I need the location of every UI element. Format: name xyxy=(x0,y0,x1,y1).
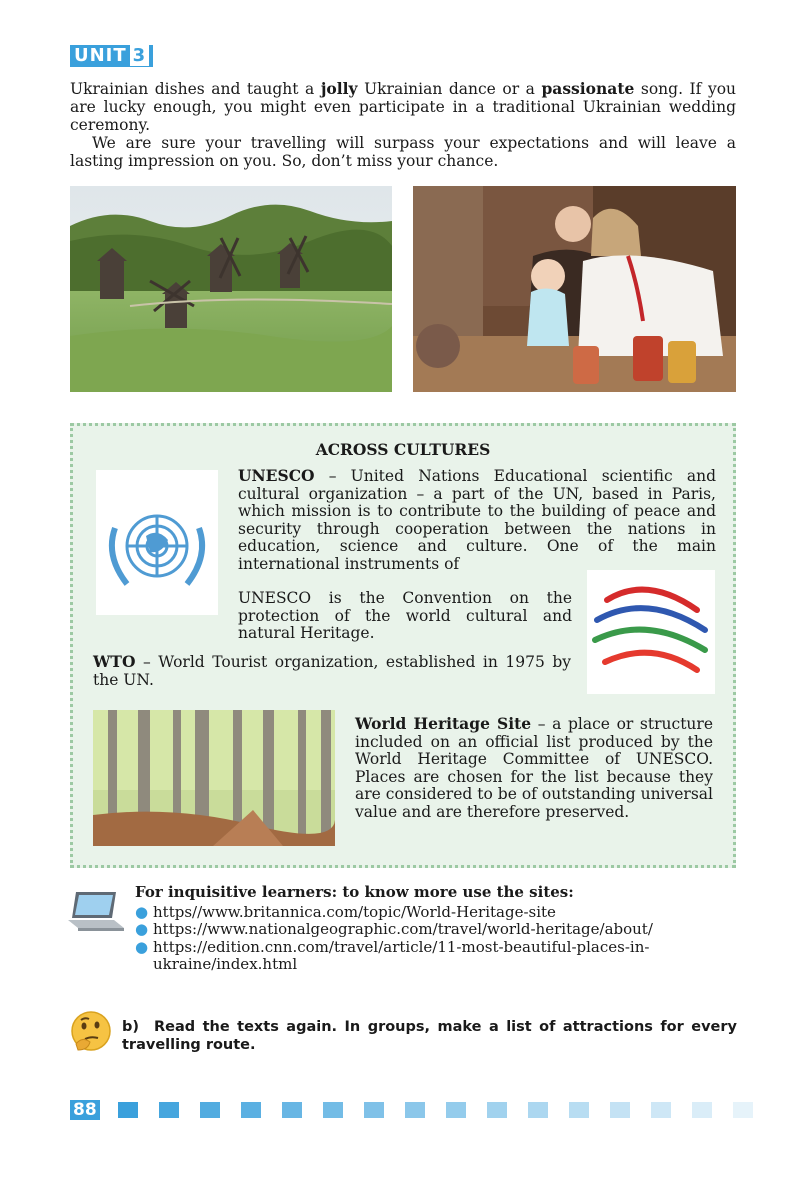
whs-definition xyxy=(355,715,713,821)
resource-link-item xyxy=(135,904,740,922)
intro-bold-word: jolly xyxy=(320,79,358,98)
resource-link[interactable]: https://www.nationalgeographic.com/travel/world-heritage/about/ xyxy=(153,920,653,938)
strip-square xyxy=(733,1102,753,1118)
strip-square xyxy=(241,1102,261,1118)
intro-paragraph-1 xyxy=(70,80,736,134)
strip-square xyxy=(569,1102,589,1118)
resources-section xyxy=(135,884,740,974)
whs-text: – a place or structure included on an official list produced by the World Heritage Committee of UNESCO. Places are chosen for the list because they are considered to be of outstanding universal value and are therefore preserved. xyxy=(355,715,713,821)
bullet-icon: ● xyxy=(135,937,149,956)
resource-link-item xyxy=(135,939,740,974)
resource-link-item xyxy=(135,921,740,939)
intro-text-run: song. If you are lucky enough, you might even participate in a traditional Ukrainian wedding ceremony. xyxy=(70,80,737,134)
thinking-face-icon xyxy=(70,1010,112,1052)
strip-square xyxy=(364,1102,384,1118)
bullet-icon: ● xyxy=(135,920,149,938)
across-cultures-box xyxy=(70,423,736,868)
unesco-definition-cont xyxy=(238,590,572,643)
task-text: Read the texts again. In groups, make a list of attractions for every travelling route. xyxy=(122,1019,737,1053)
windmills-photo xyxy=(70,186,392,392)
strip-square xyxy=(118,1102,138,1118)
whs-term: World Heritage Site xyxy=(355,714,532,733)
un-logo xyxy=(96,470,218,615)
resources-list xyxy=(135,904,740,974)
intro-paragraph-2: We are sure your travelling will surpass your expectations and will leave a lasting impression on you. So, don’t miss your chance. xyxy=(70,134,736,170)
task-label: b) xyxy=(122,1019,140,1035)
strip-square xyxy=(446,1102,466,1118)
resources-heading: For inquisitive learners: to know more use the sites: xyxy=(135,883,574,901)
strip-square xyxy=(282,1102,302,1118)
wto-term: WTO xyxy=(93,652,136,671)
intro-text xyxy=(70,80,736,170)
strip-square xyxy=(528,1102,548,1118)
bullet-icon: ● xyxy=(135,902,149,921)
across-cultures-title: ACROSS CULTURES xyxy=(315,440,491,459)
task-b xyxy=(122,1018,737,1054)
strip-square xyxy=(651,1102,671,1118)
wto-logo xyxy=(587,570,715,694)
unesco-text: – United Nations Educational scientific and cultural organization – a part of the UN, based in Paris, which mission is to contribute to the building of peace and security through cooperation between the nations in education, science and culture. One of the main international instruments of xyxy=(238,467,716,573)
intro-text-run: Ukrainian dishes and taught a xyxy=(70,80,321,98)
unesco-term: UNESCO xyxy=(238,466,315,485)
resource-link[interactable]: https://edition.cnn.com/travel/article/11-most-beautiful-places-in-ukraine/index.html xyxy=(153,937,650,973)
wto-definition xyxy=(93,653,571,689)
unit-label: UNIT xyxy=(74,45,127,66)
strip-square xyxy=(200,1102,220,1118)
intro-text-run: Ukrainian dance or a xyxy=(357,80,542,98)
strip-square xyxy=(405,1102,425,1118)
strip-square xyxy=(159,1102,179,1118)
strip-square xyxy=(323,1102,343,1118)
intro-bold-word: passionate xyxy=(541,79,635,98)
laptop-icon xyxy=(66,888,126,934)
strip-square xyxy=(692,1102,712,1118)
page-number: 88 xyxy=(70,1100,100,1120)
unesco-definition xyxy=(238,467,716,573)
unesco-text-2: UNESCO is the Convention on the protection of the world cultural and natural Heritage. xyxy=(238,589,572,642)
strip-square xyxy=(487,1102,507,1118)
resource-link[interactable]: https//www.britannica.com/topic/World-Heritage-site xyxy=(153,902,556,921)
forest-photo xyxy=(93,710,335,846)
craft-workshop-photo xyxy=(413,186,736,392)
unit-badge xyxy=(70,45,153,67)
unit-number: 3 xyxy=(130,45,150,66)
strip-square xyxy=(610,1102,630,1118)
wto-text: – World Tourist organization, established in 1975 by the UN. xyxy=(93,653,571,689)
